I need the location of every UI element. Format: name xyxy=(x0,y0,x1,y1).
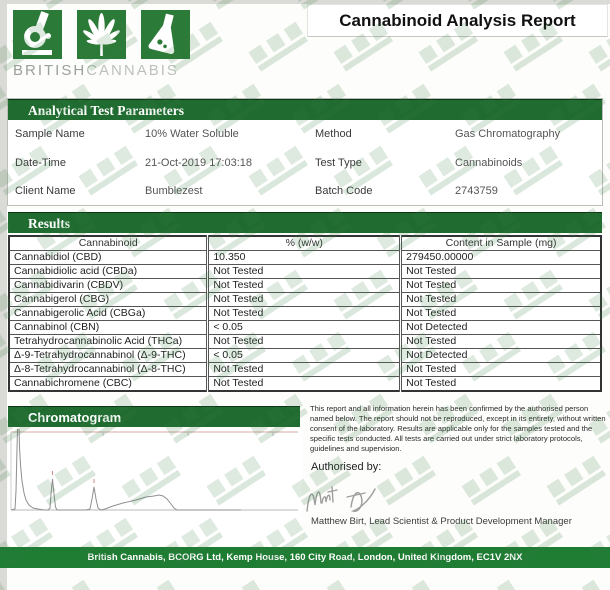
col-header-content: Content in Sample (mg) xyxy=(401,236,601,251)
table-row xyxy=(9,293,601,307)
table-row xyxy=(9,335,601,349)
table-row xyxy=(9,251,601,265)
watermark-logo xyxy=(462,455,527,512)
cell-mg: Not Tested xyxy=(401,279,601,293)
cell-mg: Not Detected xyxy=(401,321,601,335)
param-value-test-type: Cannabinoids xyxy=(455,157,523,169)
watermark-logo xyxy=(292,579,357,590)
chromatogram-trace xyxy=(11,429,241,510)
results-table xyxy=(8,235,602,392)
cell-name: Cannabigerolic Acid (CBGa) xyxy=(9,307,208,321)
footer-bar xyxy=(0,547,610,568)
microscope-icon xyxy=(13,46,62,63)
table-row xyxy=(9,321,601,335)
param-label-client-name: Client Name xyxy=(15,185,76,197)
cell-ww: 10.350 xyxy=(208,251,401,265)
logo-square-leaf xyxy=(77,10,126,59)
cell-mg: Not Tested xyxy=(401,335,601,349)
param-value-date-time: 21-Oct-2019 17:03:18 xyxy=(145,157,253,169)
cell-name: Cannabinol (CBN) xyxy=(9,321,208,335)
results-header-label: Results xyxy=(28,216,71,231)
col-header-cannabinoid: Cannabinoid xyxy=(9,236,208,251)
cell-name: Cannabidiol (CBD) xyxy=(9,251,208,265)
watermark-logo xyxy=(547,455,610,512)
parameters-header-bar xyxy=(8,99,602,120)
cell-mg: Not Tested xyxy=(401,293,601,307)
results-header-bar xyxy=(8,212,602,233)
logo-square-microscope xyxy=(13,10,62,59)
table-row xyxy=(9,349,601,363)
cell-ww: Not Tested xyxy=(208,377,401,392)
cell-mg: Not Tested xyxy=(401,377,601,392)
param-label-date-time: Date-Time xyxy=(15,157,66,169)
results-table-header-row xyxy=(9,236,601,251)
cell-ww: < 0.05 xyxy=(208,321,401,335)
col-header-ww: % (w/w) xyxy=(208,236,401,251)
authorised-by-label: Authorised by: xyxy=(311,461,382,473)
brand-part2: CANNABIS xyxy=(86,62,179,79)
logo-square-flask xyxy=(141,10,190,59)
param-value-method: Gas Chromatography xyxy=(455,128,561,140)
disclaimer-text: This report and all information herein has been confirmed by the authorised person named below. The report should not be reproduced, except in its entirety, without written consent of the laboratory. Results are applicable only for the samples tested and the specific tests conducted. All tests are carried out under strict laboratory protocols, guidelines and supervision. xyxy=(310,404,606,453)
cell-ww: Not Tested xyxy=(208,363,401,377)
param-label-test-type: Test Type xyxy=(315,157,362,169)
cell-ww: Not Tested xyxy=(208,335,401,349)
table-row xyxy=(9,377,601,392)
param-value-batch-code: 2743759 xyxy=(455,185,498,197)
cell-ww: Not Tested xyxy=(208,293,401,307)
watermark-logo xyxy=(462,579,527,590)
watermark-logo xyxy=(377,579,442,590)
table-row xyxy=(9,307,601,321)
param-label-batch-code: Batch Code xyxy=(315,185,373,197)
cell-ww: Not Tested xyxy=(208,265,401,279)
cell-name: Δ-9-Tetrahydrocannabinol (Δ-9-THC) xyxy=(9,349,208,363)
watermark-logo xyxy=(207,579,272,590)
cell-ww: Not Tested xyxy=(208,307,401,321)
page-title: Cannabinoid Analysis Report xyxy=(339,10,576,30)
footer-address: British Cannabis, BCORG Ltd, Kemp House, 160 City Road, London, United Kingdom, EC1V 2NX xyxy=(87,552,523,563)
brand-wordmark xyxy=(13,62,179,79)
chromatogram-chart xyxy=(8,429,302,545)
chromatogram-plot xyxy=(8,429,302,545)
chromatogram-header-bar xyxy=(8,406,300,427)
watermark-logo xyxy=(249,21,314,78)
param-label-method: Method xyxy=(315,128,352,140)
cell-name: Cannabichromene (CBC) xyxy=(9,377,208,392)
cell-mg: Not Detected xyxy=(401,349,601,363)
signatory-name: Matthew Birt, Lead Scientist & Product Development Manager xyxy=(311,516,572,527)
watermark-logo xyxy=(547,579,610,590)
title-box xyxy=(307,4,608,37)
param-value-client-name: Bumblezest xyxy=(145,185,203,197)
cell-name: Tetrahydrocannabinolic Acid (THCa) xyxy=(9,335,208,349)
flask-icon xyxy=(141,46,190,63)
brand-part1: BRITISH xyxy=(13,62,87,79)
chromatogram-header-label: Chromatogram xyxy=(28,410,122,425)
cell-mg: 279450.00000 xyxy=(401,251,601,265)
cell-ww: Not Tested xyxy=(208,279,401,293)
page-edge-left xyxy=(0,0,7,590)
table-row xyxy=(9,363,601,377)
cell-name: Cannabidiolic acid (CBDa) xyxy=(9,265,208,279)
parameters-header-label: Analytical Test Parameters xyxy=(28,103,184,118)
cell-name: Cannabidivarin (CBDV) xyxy=(9,279,208,293)
param-value-sample-name: 10% Water Soluble xyxy=(145,128,239,140)
cell-ww: < 0.05 xyxy=(208,349,401,363)
chromatogram-peak-markers xyxy=(53,471,95,483)
cell-name: Δ-8-Tetrahydrocannabinol (Δ-8-THC) xyxy=(9,363,208,377)
cell-mg: Not Tested xyxy=(401,363,601,377)
cell-mg: Not Tested xyxy=(401,265,601,279)
cell-name: Cannabigerol (CBG) xyxy=(9,293,208,307)
param-label-sample-name: Sample Name xyxy=(15,128,85,140)
cell-mg: Not Tested xyxy=(401,307,601,321)
table-row xyxy=(9,279,601,293)
table-row xyxy=(9,265,601,279)
watermark-logo xyxy=(122,579,187,590)
signature-scribble-icon xyxy=(303,477,433,517)
cannabis-leaf-icon xyxy=(77,46,126,63)
watermark-logo xyxy=(37,579,102,590)
